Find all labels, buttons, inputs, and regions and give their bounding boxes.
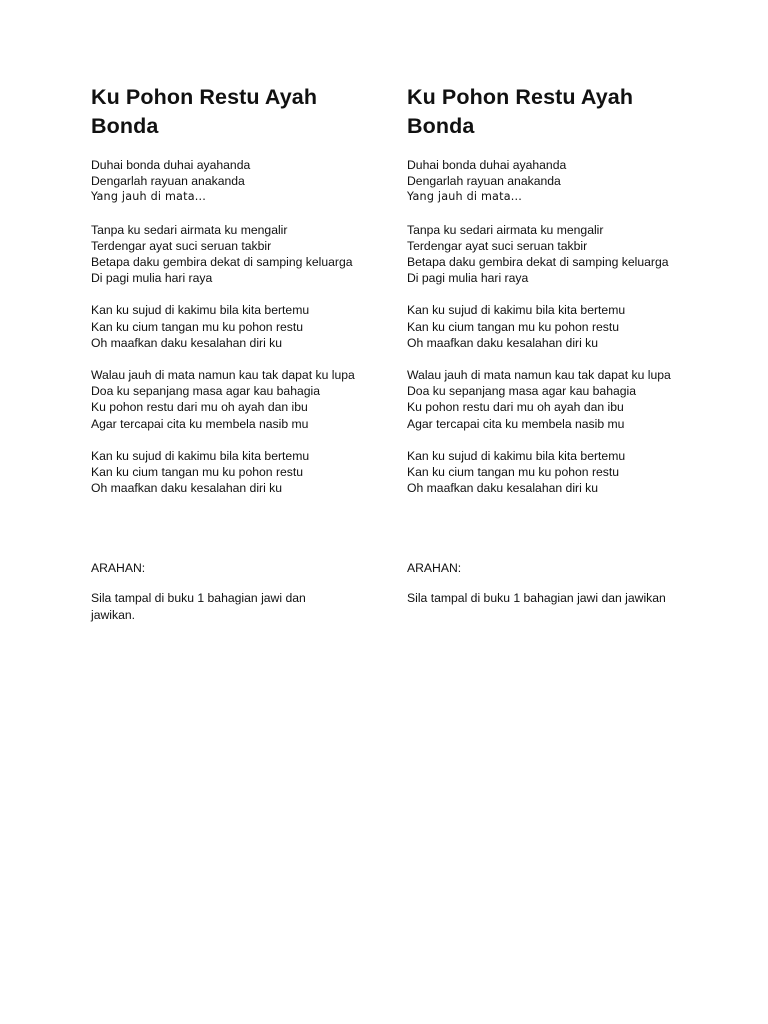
- stanza-1: [91, 157, 371, 206]
- lyric-line: Kan ku sujud di kakimu bila kita bertemu: [407, 303, 626, 318]
- lyric-line: Kan ku cium tangan mu ku pohon restu: [91, 465, 304, 480]
- stanza-2: [91, 222, 371, 287]
- lyric-line: Oh maafkan daku kesalahan diri ku: [91, 481, 283, 496]
- spacer: [407, 512, 687, 560]
- instruction-label: ARAHAN:: [407, 561, 462, 576]
- song-title: Ku Pohon Restu Ayah Bonda: [91, 85, 318, 138]
- song-title: Ku Pohon Restu Ayah Bonda: [407, 85, 634, 138]
- lyric-line: Ku pohon restu dari mu oh ayah dan ibu: [91, 400, 308, 415]
- instruction-label: ARAHAN:: [91, 561, 146, 576]
- lyric-line: Betapa daku gembira dekat di samping keluarga: [91, 255, 353, 270]
- lyric-line: Oh maafkan daku kesalahan diri ku: [91, 335, 283, 350]
- stanza-4: [91, 367, 371, 432]
- lyric-line: Doa ku sepanjang masa agar kau bahagia: [407, 384, 637, 399]
- lyric-line: Agar tercapai cita ku membela nasib mu: [91, 416, 309, 431]
- lyric-line: Walau jauh di mata namun kau tak dapat ku lupa: [407, 368, 671, 383]
- lyrics-column-left: [91, 83, 371, 623]
- lyric-line: Yang jauh di mata...: [91, 190, 207, 204]
- instruction-text: Sila tampal di buku 1 bahagian jawi dan jawikan.: [91, 591, 306, 622]
- lyric-line: Tanpa ku sedari airmata ku mengalir: [407, 222, 604, 237]
- lyric-line: Di pagi mulia hari raya: [407, 271, 529, 286]
- stanza-3: [91, 302, 371, 351]
- lyric-line: Kan ku cium tangan mu ku pohon restu: [407, 465, 620, 480]
- stanza-1: [407, 157, 687, 206]
- lyric-line: Kan ku cium tangan mu ku pohon restu: [407, 319, 620, 334]
- lyric-line: Dengarlah rayuan anakanda: [407, 174, 561, 189]
- stanza-5: [91, 448, 371, 497]
- lyric-line: Kan ku cium tangan mu ku pohon restu: [91, 319, 304, 334]
- lyric-line: Ku pohon restu dari mu oh ayah dan ibu: [407, 400, 624, 415]
- lyric-line: Terdengar ayat suci seruan takbir: [407, 238, 588, 253]
- stanza-4: [407, 367, 687, 432]
- lyric-line: Tanpa ku sedari airmata ku mengalir: [91, 222, 288, 237]
- lyric-line: Oh maafkan daku kesalahan diri ku: [407, 335, 599, 350]
- lyric-line: Kan ku sujud di kakimu bila kita bertemu: [91, 448, 310, 463]
- lyric-line: Yang jauh di mata...: [407, 190, 523, 204]
- lyric-line: Kan ku sujud di kakimu bila kita bertemu: [91, 303, 310, 318]
- lyric-line: Doa ku sepanjang masa agar kau bahagia: [91, 384, 321, 399]
- lyric-line: Dengarlah rayuan anakanda: [91, 174, 245, 189]
- spacer: [91, 512, 371, 560]
- instruction-text: Sila tampal di buku 1 bahagian jawi dan jawikan: [407, 591, 666, 606]
- lyric-line: Betapa daku gembira dekat di samping keluarga: [407, 255, 669, 270]
- lyric-line: Agar tercapai cita ku membela nasib mu: [407, 416, 625, 431]
- lyrics-column-right: [407, 83, 687, 607]
- lyric-line: Di pagi mulia hari raya: [91, 271, 213, 286]
- lyric-line: Walau jauh di mata namun kau tak dapat ku lupa: [91, 368, 355, 383]
- stanza-3: [407, 302, 687, 351]
- lyric-line: Terdengar ayat suci seruan takbir: [91, 238, 272, 253]
- lyric-line: Kan ku sujud di kakimu bila kita bertemu: [407, 448, 626, 463]
- lyric-line: Oh maafkan daku kesalahan diri ku: [407, 481, 599, 496]
- stanza-5: [407, 448, 687, 497]
- stanza-2: [407, 222, 687, 287]
- lyric-line: Duhai bonda duhai ayahanda: [407, 158, 567, 172]
- lyric-line: Duhai bonda duhai ayahanda: [91, 158, 251, 172]
